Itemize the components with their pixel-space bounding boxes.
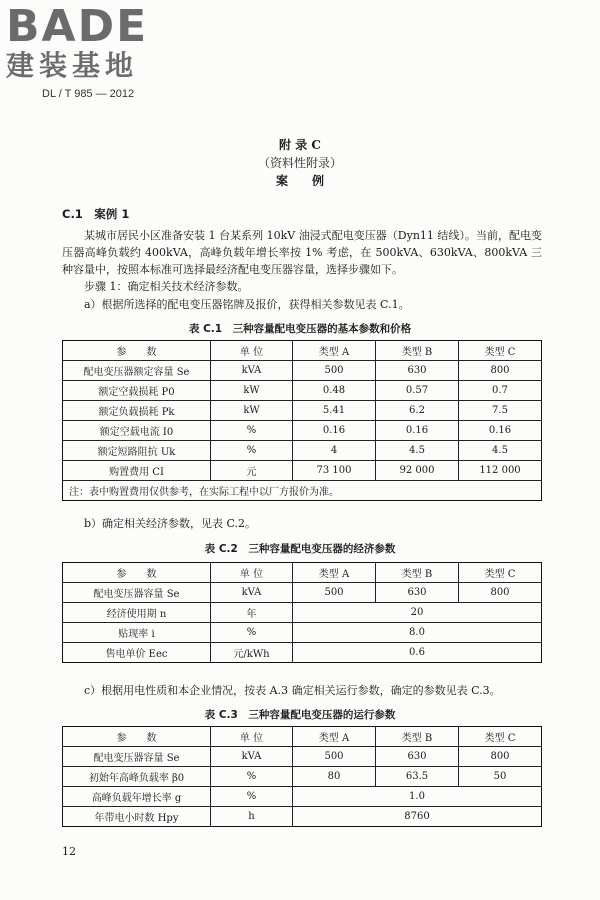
table-cell: 额定短路阻抗 Uk [63, 441, 211, 461]
table-header-cell: 类型 B [376, 727, 459, 747]
intro-paragraph: 某城市居民小区准备安装 1 台某系列 10kV 油浸式配电变压器（Dyn11 结线）。当前，配电变压器高峰负载约 400kVA，高峰负载年增长率按 1% 考虑，在 500kVA、630kVA、800kVA 三种容量中，按照本标准可选择最经济配电变压器容量，选择步骤如下。 [62, 229, 542, 276]
table-cell: % [211, 787, 293, 807]
table-cell: 500 [293, 747, 376, 767]
table1 [62, 340, 542, 501]
publisher-logo [6, 1, 176, 84]
table-cell: 购置费用 CI [63, 461, 211, 481]
table-header-cell: 参 数 [63, 341, 211, 361]
logo-english-text: BADE [6, 1, 149, 52]
table3-caption: 表 C.3 三种容量配电变压器的运行参数 [204, 709, 396, 721]
table-row [63, 441, 542, 461]
table2 [62, 562, 542, 663]
table-cell: 经济使用期 n [63, 603, 211, 623]
table-cell: % [211, 421, 293, 441]
table-cell: 800 [459, 361, 542, 381]
table-row [63, 787, 542, 807]
section-title: C.1 案例 1 [62, 207, 130, 221]
table-header-cell: 单 位 [211, 563, 293, 583]
table-cell: 元 [211, 461, 293, 481]
table2-caption: 表 C.2 三种容量配电变压器的经济参数 [204, 543, 396, 555]
table-cell: kVA [211, 361, 293, 381]
table-cell: 4 [293, 441, 376, 461]
table-cell: 0.6 [293, 643, 542, 663]
table-cell: 800 [459, 583, 542, 603]
table-cell: 0.48 [293, 381, 376, 401]
table-cell: 20 [293, 603, 542, 623]
table-cell: 92 000 [376, 461, 459, 481]
item-c: c）根据用电性质和本企业情况，按表 A.3 确定相关运行参数，确定的参数见表 C.3。 [84, 684, 501, 697]
table-cell: 初始年高峰负载率 β0 [63, 767, 211, 787]
table-cell: 4.5 [459, 441, 542, 461]
table3 [62, 726, 542, 827]
appendix-title: 附 录 C [279, 138, 321, 152]
item-b: b）确定相关经济参数，见表 C.2。 [84, 517, 257, 530]
table-row [63, 421, 542, 441]
table-header-cell: 参 数 [63, 563, 211, 583]
table-cell: 800 [459, 747, 542, 767]
table-cell: 年带电小时数 Hpy [63, 807, 211, 827]
table-cell: 630 [376, 361, 459, 381]
table-row [63, 623, 542, 643]
table-cell: kW [211, 381, 293, 401]
table-cell: % [211, 441, 293, 461]
table-cell: 年 [211, 603, 293, 623]
table-cell: 1.0 [293, 787, 542, 807]
item-a: a）根据所选择的配电变压器铭牌及报价，获得相关参数见表 C.1。 [84, 298, 410, 311]
table-cell: 500 [293, 583, 376, 603]
table-cell: 50 [459, 767, 542, 787]
table-row [63, 461, 542, 481]
table3-header-row [63, 727, 542, 747]
table-header-cell: 类型 B [376, 341, 459, 361]
table-cell: 0.16 [459, 421, 542, 441]
table-cell: % [211, 623, 293, 643]
table-cell: 高峰负载年增长率 g [63, 787, 211, 807]
table-cell: 5.41 [293, 401, 376, 421]
table2-header-row [63, 563, 542, 583]
table-row [63, 381, 542, 401]
table-cell: 4.5 [376, 441, 459, 461]
table-header-cell: 单 位 [211, 341, 293, 361]
table-cell: 630 [376, 583, 459, 603]
page-number: 12 [62, 845, 76, 858]
table-row [63, 747, 542, 767]
appendix-heading-text: 案 例 [275, 174, 324, 188]
table-header-cell: 类型 C [459, 341, 542, 361]
table-cell: 112 000 [459, 461, 542, 481]
table-row [63, 767, 542, 787]
table-cell: 630 [376, 747, 459, 767]
table-cell: 500 [293, 361, 376, 381]
appendix-heading [0, 136, 600, 190]
table-header-cell: 类型 A [293, 341, 376, 361]
table-row [63, 807, 542, 827]
table-header-cell: 单 位 [211, 727, 293, 747]
table-row [63, 643, 542, 663]
table-cell: kVA [211, 747, 293, 767]
table-cell: 元/kWh [211, 643, 293, 663]
table-cell: 8.0 [293, 623, 542, 643]
table-cell: kVA [211, 583, 293, 603]
table-cell: h [211, 807, 293, 827]
table-header-cell: 参 数 [63, 727, 211, 747]
table-header-cell: 类型 A [293, 563, 376, 583]
table-header-cell: 类型 B [376, 563, 459, 583]
standard-code: DL / T 985 — 2012 [42, 88, 135, 100]
table-header-cell: 类型 C [459, 563, 542, 583]
table-row [63, 361, 542, 381]
table-cell: 额定负载损耗 Pk [63, 401, 211, 421]
table-cell: 73 100 [293, 461, 376, 481]
table-cell: 售电单价 Eec [63, 643, 211, 663]
appendix-subtitle: （资料性附录） [257, 156, 342, 170]
table-header-cell: 类型 C [459, 727, 542, 747]
table-cell: 0.16 [376, 421, 459, 441]
table-cell: 额定空载损耗 P0 [63, 381, 211, 401]
table-cell: 配电变压器额定容量 Se [63, 361, 211, 381]
table-row [63, 583, 542, 603]
table-cell: 8760 [293, 807, 542, 827]
table-cell: 0.7 [459, 381, 542, 401]
step1-paragraph: 步骤 1：确定相关技术经济参数。 [84, 280, 249, 293]
table-cell: 0.57 [376, 381, 459, 401]
table-cell: 63.5 [376, 767, 459, 787]
table1-note: 注：表中购置费用仅供参考，在实际工程中以厂方报价为准。 [63, 481, 542, 501]
table1-header-row [63, 341, 542, 361]
table-cell: 0.16 [293, 421, 376, 441]
table-cell: % [211, 767, 293, 787]
table-cell: kW [211, 401, 293, 421]
table-cell: 贴现率 i [63, 623, 211, 643]
table-header-cell: 类型 A [293, 727, 376, 747]
table1-note-row [63, 481, 542, 501]
logo-chinese-text: 建装基地 [6, 49, 139, 82]
table-row [63, 401, 542, 421]
table-cell: 配电变压器容量 Se [63, 583, 211, 603]
table1-caption: 表 C.1 三种容量配电变压器的基本参数和价格 [188, 323, 412, 335]
table-row [63, 603, 542, 623]
table-cell: 7.5 [459, 401, 542, 421]
table-cell: 6.2 [376, 401, 459, 421]
table-cell: 80 [293, 767, 376, 787]
table-cell: 配电变压器容量 Se [63, 747, 211, 767]
table-cell: 额定空载电流 I0 [63, 421, 211, 441]
